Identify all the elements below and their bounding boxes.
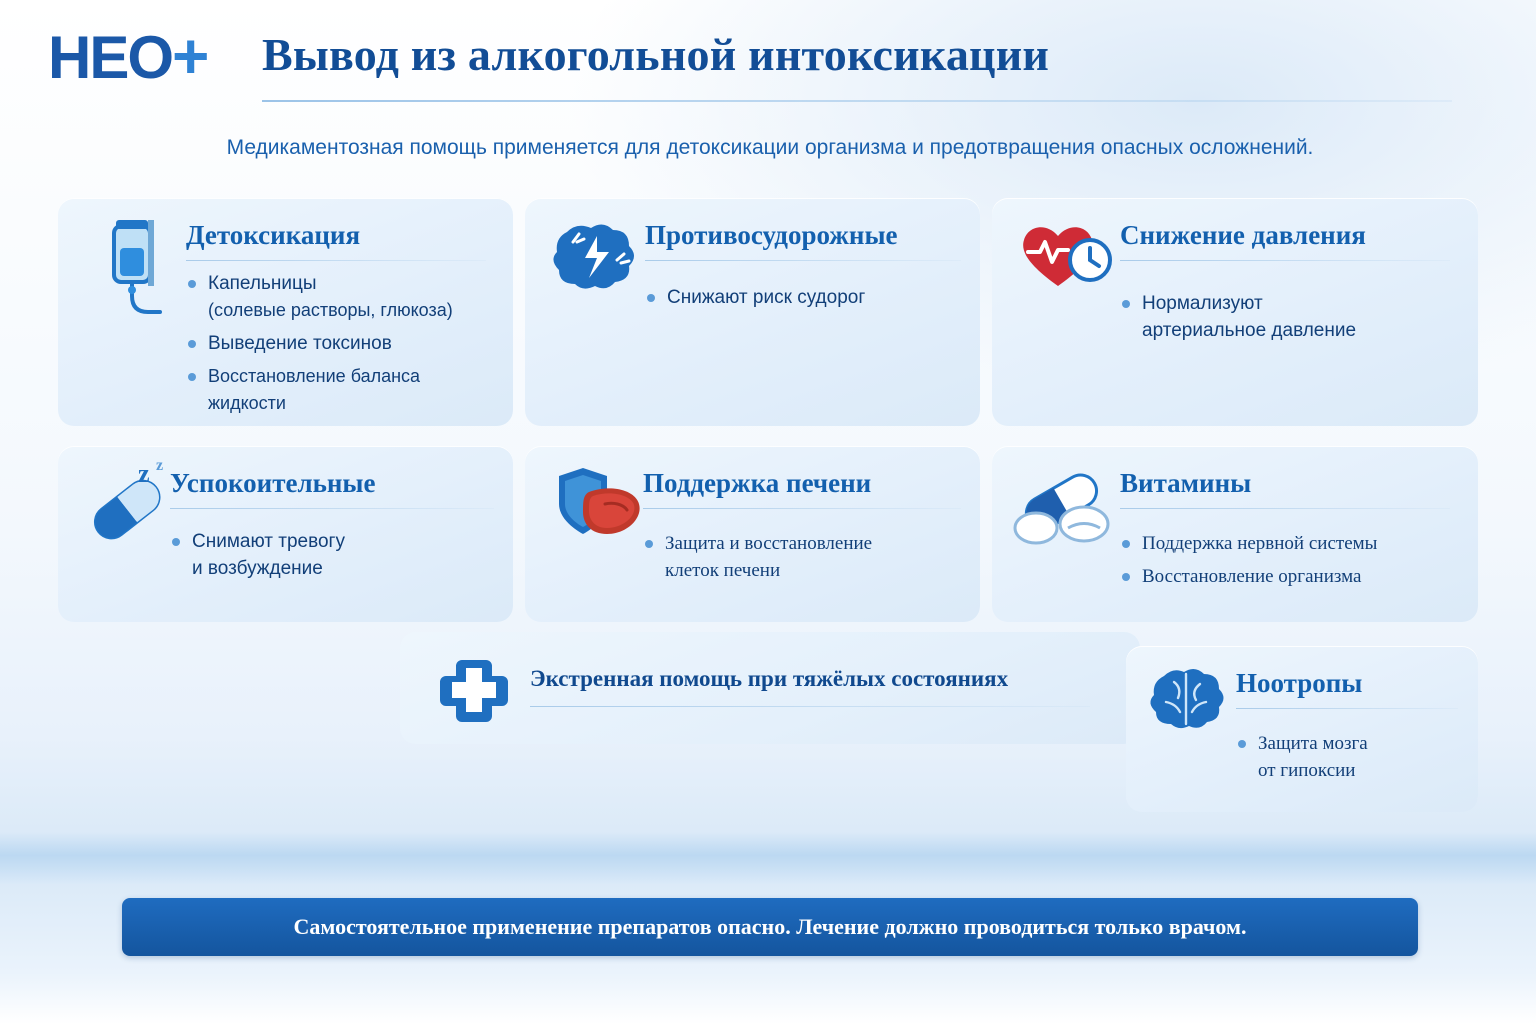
- card-nootropics: [1126, 646, 1478, 812]
- list-item: Защита мозга: [1236, 730, 1466, 757]
- svg-text:z: z: [156, 457, 164, 474]
- card-blood-pressure-title: Снижение давления: [1120, 220, 1366, 250]
- list-item: и возбуждение: [192, 558, 323, 579]
- emergency-banner-text: Экстренная помощь при тяжёлых состояниях: [530, 666, 1009, 691]
- card-vitamins-list: [1120, 530, 1460, 596]
- card-anticonvulsants-title: Противосудорожные: [645, 220, 898, 250]
- brain-icon: [1142, 658, 1232, 739]
- list-item: Нормализуют: [1120, 290, 1450, 317]
- list-item: Снимают тревогу: [170, 528, 494, 555]
- warning-bar: [122, 898, 1418, 956]
- card-detox-list: [186, 270, 496, 423]
- card-sedatives-divider: [170, 508, 494, 509]
- card-liver-support-list: [643, 530, 961, 590]
- list-item: Поддержка нервной системы: [1120, 530, 1460, 557]
- list-item: Защита и восстановление: [643, 530, 961, 557]
- card-blood-pressure-list: [1120, 290, 1450, 350]
- card-anticonvulsants-list: [645, 284, 961, 317]
- card-detox: [58, 198, 513, 426]
- card-liver-support: [525, 446, 980, 622]
- card-vitamins: [992, 446, 1478, 622]
- card-blood-pressure-divider: [1120, 260, 1450, 261]
- list-item: Восстановление организма: [1120, 563, 1460, 590]
- card-anticonvulsants: [525, 198, 980, 426]
- header-divider: [262, 100, 1452, 102]
- warning-text: Самостоятельное применение препаратов опасно. Лечение должно проводиться только врачом.: [293, 914, 1247, 939]
- list-item: артериальное давление: [1142, 320, 1357, 341]
- sleep-capsule-icon: [76, 456, 176, 547]
- brand-logo: [48, 20, 208, 92]
- svg-text:z: z: [138, 459, 150, 488]
- list-item: Восстановление баланса жидкости: [186, 363, 496, 417]
- list-item: Снижают риск судорог: [645, 284, 961, 311]
- card-sedatives: [58, 446, 513, 622]
- card-detox-divider: [186, 260, 486, 261]
- header: [0, 0, 1536, 108]
- card-sedatives-title: Успокоительные: [170, 468, 376, 498]
- medical-cross-icon: [436, 654, 512, 729]
- brand-logo-plus-icon: +: [172, 20, 208, 92]
- card-liver-support-title: Поддержка печени: [643, 468, 872, 498]
- decorative-band: [0, 832, 1536, 884]
- card-blood-pressure: [992, 198, 1478, 426]
- card-nootropics-title: Ноотропы: [1236, 668, 1363, 698]
- card-nootropics-list: [1236, 730, 1466, 790]
- pills-icon: [1006, 466, 1122, 557]
- list-item: от гипоксии: [1258, 760, 1356, 781]
- card-nootropics-divider: [1236, 708, 1458, 709]
- card-liver-support-divider: [643, 508, 961, 509]
- liver-shield-icon: [549, 464, 649, 555]
- emergency-banner-divider: [530, 706, 1090, 707]
- list-item: (солевые растворы, глюкоза): [208, 300, 453, 320]
- heart-pressure-icon: [1014, 216, 1118, 299]
- list-item: Выведение токсинов: [186, 330, 496, 357]
- brain-lightning-icon: [547, 216, 643, 299]
- card-vitamins-divider: [1120, 508, 1450, 509]
- subtitle: Медикаментозная помощь применяется для детоксикации организма и предотвращения опасных осложнений.: [226, 136, 1314, 159]
- brand-logo-text: HEO: [48, 24, 173, 91]
- list-item: Капельницы: [186, 270, 496, 297]
- card-vitamins-title: Витамины: [1120, 468, 1252, 498]
- iv-drip-icon: [86, 218, 178, 327]
- emergency-banner: [400, 632, 1140, 744]
- card-sedatives-list: [170, 528, 494, 588]
- card-detox-title: Детоксикация: [186, 220, 361, 250]
- card-anticonvulsants-divider: [645, 260, 961, 261]
- list-item: клеток печени: [665, 560, 781, 581]
- page-title: Вывод из алкогольной интоксикации: [262, 29, 1050, 80]
